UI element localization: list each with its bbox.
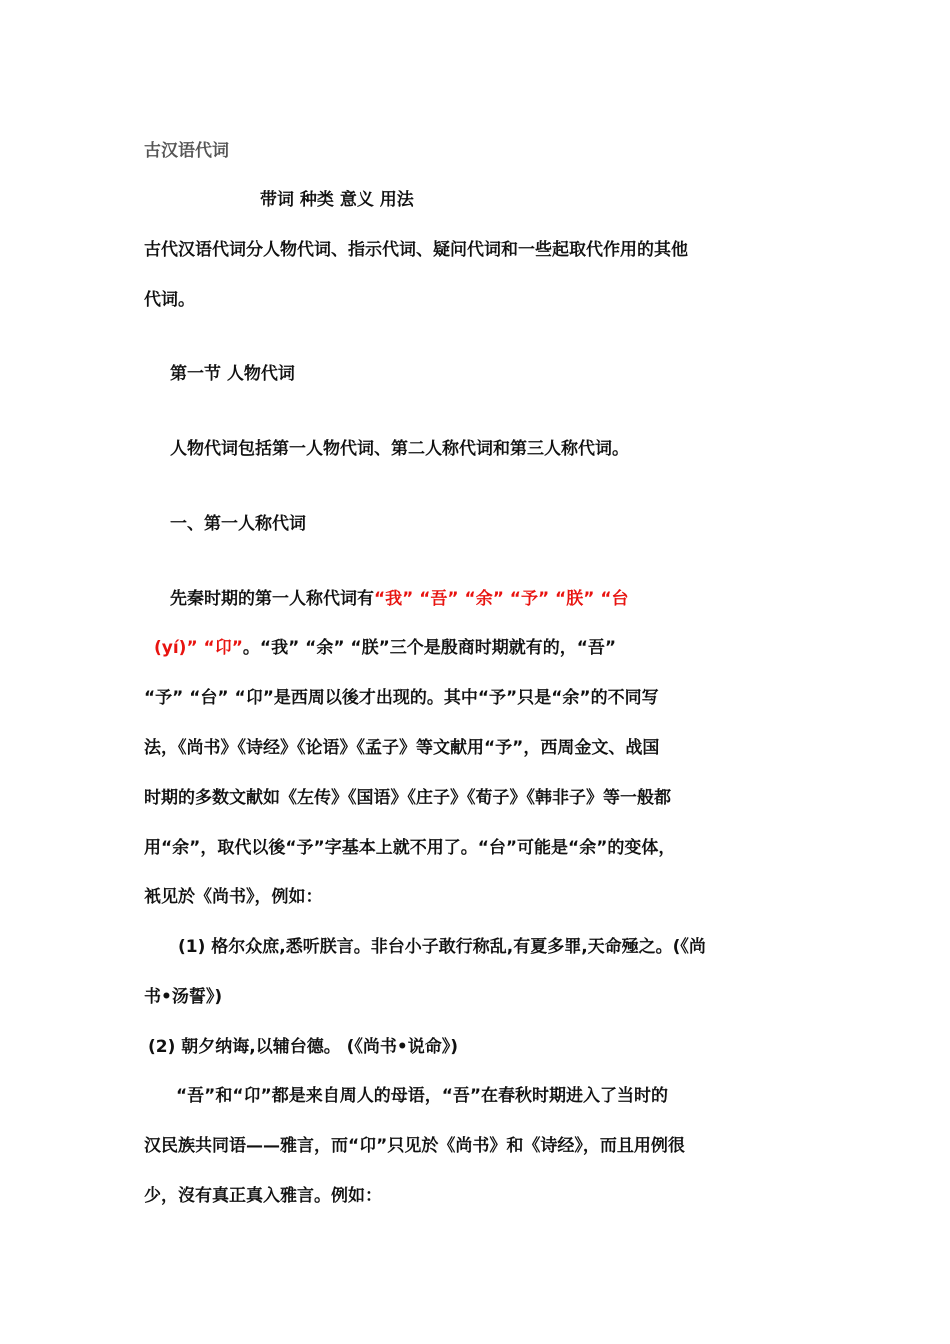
paragraph-text: 。“我” “余” “朕”三个是殷商时期就有的，“吾” xyxy=(242,638,617,658)
example-line: 书•汤誓》) xyxy=(144,987,223,1007)
example-line: (1) 格尔众庶,悉听朕言。非台小子敢行称乱,有夏多罪,天命殛之。(《尚 xyxy=(178,937,706,957)
paragraph-line: “予” “台” “卬”是西周以後才出现的。其中“予”只是“余”的不同写 xyxy=(144,688,659,708)
paragraph-line: 时期的多数文献如《左传》《国语》《庄子》《荀子》《韩非子》等一般都 xyxy=(144,788,671,808)
section-paragraph: 人物代词包括第一人物代词、第二人称代词和第三人称代词。 xyxy=(170,439,629,459)
paragraph-line xyxy=(170,587,629,611)
highlighted-pronouns: “我” “吾” “余” “予” “朕” “台 xyxy=(374,589,629,609)
document-subtitle: 带词 种类 意义 用法 xyxy=(260,190,414,210)
paragraph-line: 用“余”，取代以後“予”字基本上就不用了。“台”可能是“余”的变体， xyxy=(144,838,676,858)
paragraph-line: “吾”和“卬”都是来自周人的母语，“吾”在春秋时期进入了当时的 xyxy=(176,1086,669,1106)
section-heading: 第一节 人物代词 xyxy=(170,364,295,384)
paragraph-line: 汉民族共同语——雅言，而“卬”只见於《尚书》和《诗经》，而且用例很 xyxy=(144,1136,685,1156)
document-title: 古汉语代词 xyxy=(144,141,229,161)
example-line: (2) 朝夕纳诲,以辅台德。 (《尚书•说命》) xyxy=(148,1037,459,1057)
intro-line-1: 古代汉语代词分人物代词、指示代词、疑问代词和一些起取代作用的其他 xyxy=(144,240,688,260)
paragraph-line: 少，沒有真正真入雅言。例如： xyxy=(144,1186,382,1206)
subsection-heading: 一、第一人称代词 xyxy=(170,514,306,534)
highlighted-pronouns: (yí)” “卬” xyxy=(154,638,243,658)
intro-line-2: 代词。 xyxy=(144,290,195,310)
paragraph-line xyxy=(154,636,616,660)
paragraph-line: 衹见於《尚书》，例如： xyxy=(144,887,323,907)
paragraph-text: 先秦时期的第一人称代词有 xyxy=(170,589,374,609)
paragraph-line: 法，《尚书》《诗经》《论语》《孟子》等文献用“予”，西周金文、战国 xyxy=(144,738,660,758)
